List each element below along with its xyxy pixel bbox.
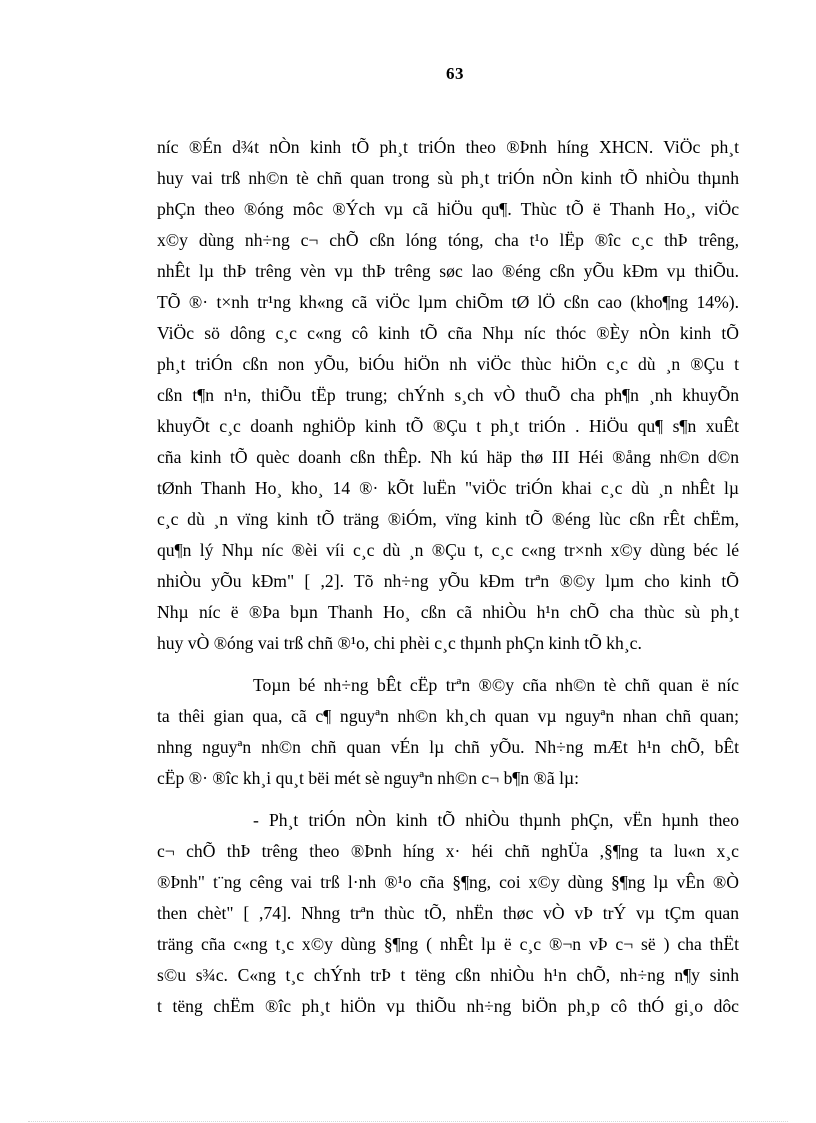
text-line: cËp ®· ®îc kh¸i qu¸t bëi mét sè nguyªn nh©n c¬ b¶n ®ã lµ: xyxy=(157,768,580,788)
text-line: níc ®Én d¾t nÒn kinh tÕ ph¸t triÓn theo ®Þnh híng XHCN. ViÖc ph¸t xyxy=(157,137,739,157)
text-line: s©u s¾c. C«ng t¸c chÝnh trÞ t tëng cßn nhiÒu h¹n chÕ, nh÷ng n¶y sinh xyxy=(157,965,739,985)
page-bottom-rule xyxy=(28,1121,788,1122)
text-line: qu¶n lý Nhµ níc ®èi víi c¸c dù ¸n ®Çu t, c¸c c«ng tr×nh x©y dùng béc lé xyxy=(157,540,739,560)
text-line: c¸c dù ¸n vïng kinh tÕ träng ®iÓm, vïng kinh tÕ ®éng lùc cßn rÊt chËm, xyxy=(157,509,739,529)
text-line: huy vÒ ®óng vai trß chñ ®¹o, chi phèi c¸c thµnh phÇn kinh tÕ kh¸c. xyxy=(157,633,642,653)
text-line: khuyÕt c¸c doanh nghiÖp kinh tÕ ®Çu t ph¸t triÓn . HiÖu qu¶ s¶n xuÊt xyxy=(157,416,739,436)
text-line: TÕ ®· t×nh tr¹ng kh«ng cã viÖc lµm chiÕm tØ lÖ cßn cao (kho¶ng 14%). xyxy=(157,292,739,312)
text-line: cßn t¶n n¹n, thiÕu tËp trung; chÝnh s¸ch vÒ thuÕ cha ph¶n ¸nh khuyÕn xyxy=(157,385,739,405)
text-line: ®Þnh" t¨ng cêng vai trß l·nh ®¹o cña §¶ng, coi x©y dùng §¶ng lµ vÊn ®Ò xyxy=(157,872,739,892)
text-line: - Ph¸t triÓn nÒn kinh tÕ nhiÒu thµnh phÇn, vËn hµnh theo xyxy=(253,810,739,830)
text-line: nhng nguyªn nh©n chñ quan vÉn lµ chñ yÕu. Nh÷ng mÆt h¹n chÕ, bÊt xyxy=(157,737,739,757)
text-line: nhÊt lµ thÞ trêng vèn vµ thÞ trêng søc lao ®éng cßn yÕu kÐm vµ thiÕu. xyxy=(157,261,739,281)
text-line: cña kinh tÕ quèc doanh cßn thÊp. Nh kú häp thø III Héi ®ång nh©n d©n xyxy=(157,447,739,467)
text-line: nhiÒu yÕu kÐm" [ ,2]. Tõ nh÷ng yÕu kÐm trªn ®©y lµm cho kinh tÕ xyxy=(157,571,739,591)
text-line: x©y dùng nh÷ng c¬ chÕ cßn lóng tóng, cha t¹o lËp ®îc c¸c thÞ trêng, xyxy=(157,230,739,250)
text-line: huy vai trß nh©n tè chñ quan trong sù ph¸t triÓn nÒn kinh tÕ nhiÒu thµnh xyxy=(157,168,739,188)
text-line: Nhµ níc ë ®Þa bµn Thanh Ho¸ cßn cã nhiÒu h¹n chÕ cha thùc sù ph¸t xyxy=(157,602,739,622)
text-line: phÇn theo ®óng môc ®Ých vµ cã hiÖu qu¶. Thùc tÕ ë Thanh Ho¸, viÖc xyxy=(157,199,739,219)
text-line: c¬ chÕ thÞ trêng theo ®Þnh híng x· héi chñ nghÜa ,§¶ng ta lu«n x¸c xyxy=(157,841,739,861)
text-line: t tëng chËm ®îc ph¸t hiÖn vµ thiÕu nh÷ng biÖn ph¸p cô thÓ gi¸o dôc xyxy=(157,996,739,1016)
text-line: Toµn bé nh÷ng bÊt cËp trªn ®©y cña nh©n tè chñ quan ë níc xyxy=(253,675,739,695)
text-line: ph¸t triÓn cßn non yÕu, biÓu hiÖn nh viÖc thùc hiÖn c¸c dù ¸n ®Çu t xyxy=(157,354,739,374)
text-line: then chèt" [ ,74]. Nhng trªn thùc tÕ, nhËn thøc vÒ vÞ trÝ vµ tÇm quan xyxy=(157,903,739,923)
text-line: tØnh Thanh Ho¸ kho¸ 14 ®· kÕt luËn "viÖc triÓn khai c¸c dù ¸n nhÊt lµ xyxy=(157,478,739,498)
text-line: ta thêi gian qua, cã c¶ nguyªn nh©n kh¸ch quan vµ nguyªn nhan chñ quan; xyxy=(157,706,739,726)
page-number: 63 xyxy=(446,64,464,83)
text-line: ViÖc sö dông c¸c c«ng cô kinh tÕ cña Nhµ níc thóc ®Èy nÒn kinh tÕ xyxy=(157,323,739,343)
text-line: träng cña c«ng t¸c x©y dùng §¶ng ( nhÊt lµ ë c¸c ®¬n vÞ c¬ së ) cha thËt xyxy=(157,934,739,954)
